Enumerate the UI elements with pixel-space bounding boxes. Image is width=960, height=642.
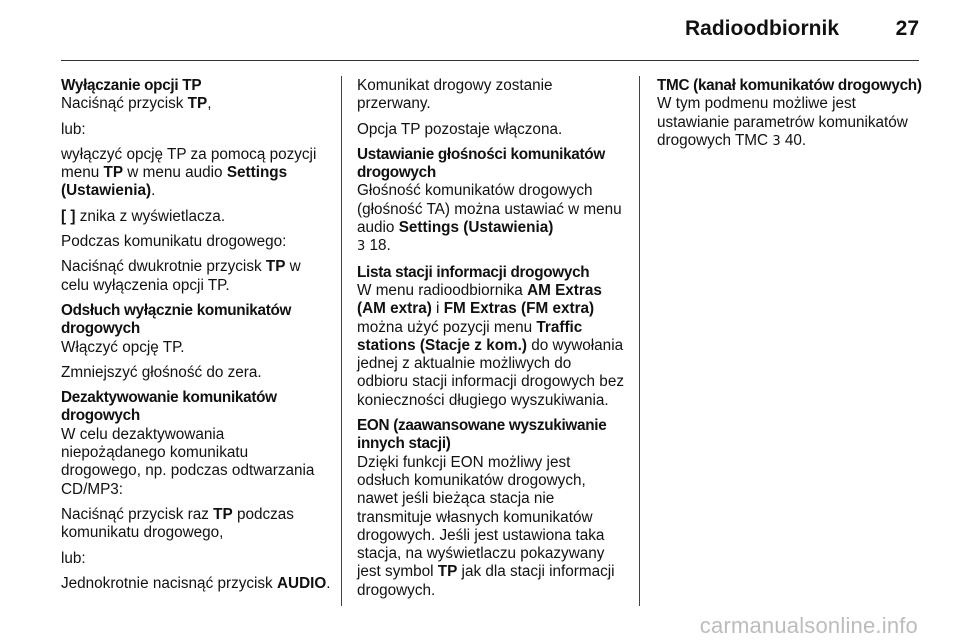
- paragraph: Zmniejszyć głośność do zera.: [61, 363, 262, 381]
- paragraph: lub:: [61, 549, 86, 567]
- page-number: 27: [895, 17, 919, 40]
- heading-station-list: Lista stacji informacji drogowych: [357, 263, 590, 281]
- paragraph: W celu dezaktywowania niepożądanego komunikatu drogowego, np. podczas odtwarzania CD/MP3:: [61, 425, 315, 498]
- paragraph: W menu radioodbiornika AM Extras (AM extra) i FM Extras (FM extra) można użyć pozycji menu Traffic stations (Stacje z kom.) do wywołania jednej z aktualnie możliwych do odbioru stacji informacji drogowych bez konieczności długiego wyszukiwania.: [357, 281, 624, 409]
- paragraph: Dzięki funkcji EON możliwy jest odsłuch komunikatów drogowych, nawet jeśli bieżąca stacja nie transmituje własnych komunikatów drogowych. Jeśli jest ustawiona taka stacja, na wyświetlaczu pokazywany jest symbol TP jak dla stacji informacji drogowych.: [357, 453, 615, 599]
- paragraph: Naciśnąć dwukrotnie przycisk TP w celu wyłączenia opcji TP.: [61, 258, 301, 294]
- watermark: carmanualsonline.info: [699, 613, 918, 638]
- paragraph: lub:: [61, 120, 86, 138]
- page-ref-icon: 3: [357, 239, 366, 255]
- paragraph: [ ] znika z wyświetlacza.: [61, 207, 226, 225]
- paragraph: W tym podmenu możliwe jest ustawianie parametrów komunikatów drogowych TMC 3 40.: [657, 95, 908, 149]
- heading-tmc: TMC (kanał komunikatów drogowych): [657, 77, 922, 94]
- paragraph: Naciśnąć przycisk raz TP podczas komunikatu drogowego,: [61, 505, 294, 542]
- heading-listen-only: Odsłuch wyłącznie komunikatów drogowych: [61, 301, 292, 338]
- column-divider-2: [639, 76, 640, 606]
- column-2: [357, 77, 625, 607]
- page-header: [61, 0, 919, 61]
- paragraph: Komunikat drogowy zostanie przerwany.: [357, 77, 553, 113]
- paragraph: Głośność komunikatów drogowych (głośność TA) można ustawiać w menu audio Settings (Ustawienia) 3 18.: [357, 182, 622, 255]
- column-3: [657, 77, 925, 158]
- paragraph: Jednokrotnie nacisnąć przycisk AUDIO.: [61, 574, 331, 592]
- section-title: Radioodbiornik: [685, 17, 839, 40]
- heading-tp-off: Wyłączanie opcji TP: [61, 77, 202, 94]
- paragraph: Podczas komunikatu drogowego:: [61, 233, 287, 251]
- column-divider-1: [341, 76, 342, 606]
- heading-volume: Ustawianie głośności komunikatów drogowych: [357, 145, 605, 182]
- paragraph: Opcja TP pozostaje włączona.: [357, 120, 563, 138]
- page-ref-icon: 3: [772, 133, 781, 149]
- heading-deactivate: Dezaktywowanie komunikatów drogowych: [61, 389, 277, 425]
- column-1: [61, 77, 331, 600]
- heading-eon: EON (zaawansowane wyszukiwanie innych stacji): [357, 417, 607, 453]
- paragraph: Naciśnąć przycisk TP,: [61, 95, 212, 113]
- paragraph: Włączyć opcję TP.: [61, 338, 185, 356]
- paragraph: wyłączyć opcję TP za pomocą pozycji menu TP w menu audio Settings (Ustawienia).: [61, 145, 317, 200]
